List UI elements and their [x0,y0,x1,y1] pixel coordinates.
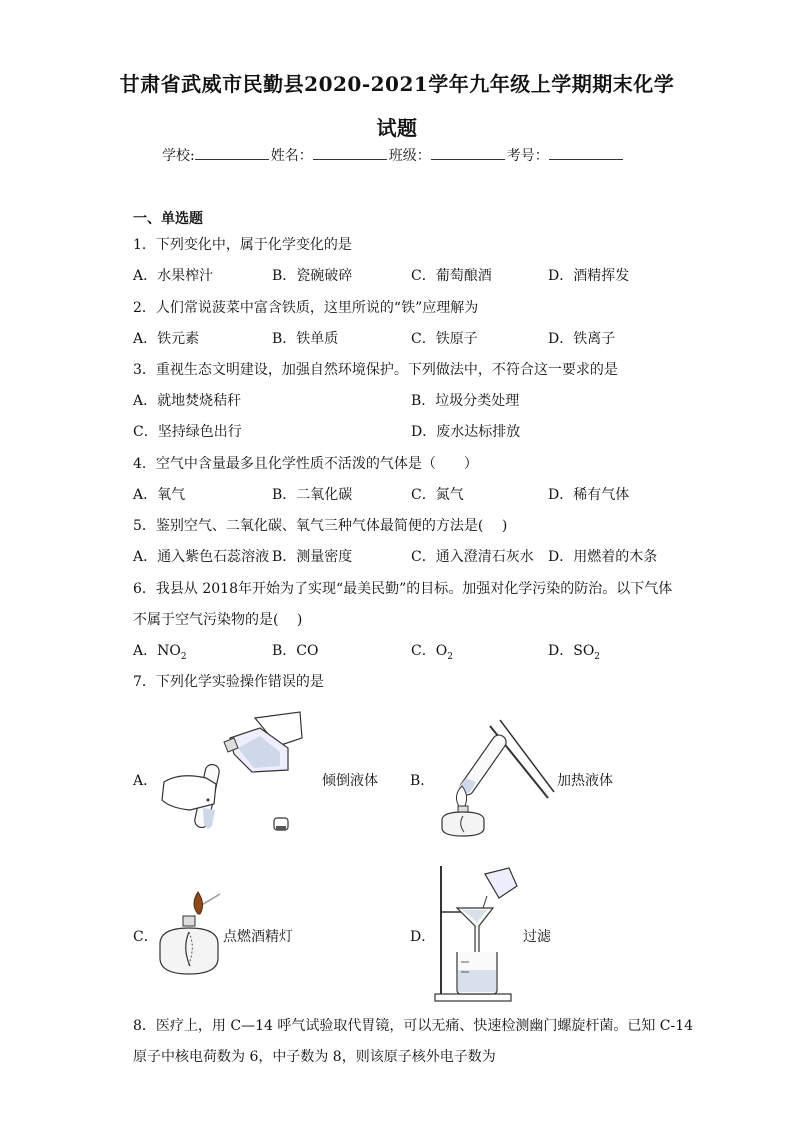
school-blank[interactable] [195,147,269,160]
exam-title-line1: 甘肃省武威市民勤县2020-2021学年九年级上学期期末化学 [119,72,675,96]
q6-option-a [133,640,187,662]
q2-option-b: B．铁单质 [272,331,339,347]
q6-stem-line1: 6．我县从 2018年开始为了实现“最美民勤”的目标。加强对化学污染的防治。以下气体 [133,581,673,597]
q4-option-b: B．二氧化碳 [272,487,353,503]
q4-stem: 4．空气中含量最多且化学性质不活泼的气体是（ ） [133,456,478,472]
q4-option-a: A．氧气 [133,487,186,503]
exam-title-line2: 试题 [376,116,418,140]
q5-option-d: D．用燃着的木条 [548,549,658,565]
q7-stem: 7．下列化学实验操作错误的是 [133,674,324,690]
q2-stem: 2．人们常说菠菜中富含铁质，这里所说的“铁”应理解为 [133,300,479,316]
q5-option-b: B．测量密度 [272,549,353,565]
q6-option-b-text: B．CO [272,643,319,659]
q1-option-d: D．酒精挥发 [548,268,630,284]
q3-stem: 3．重视生态文明建设，加强自然环境保护。下列做法中，不符合这一要求的是 [133,362,618,378]
class-blank[interactable] [431,147,505,160]
q6-stem-line2: 不属于空气污染物的是( ) [133,612,303,628]
pouring-liquid-illustration [160,708,305,840]
filtration-illustration [433,862,521,1004]
q5-stem: 5．鉴别空气、二氧化碳、氧气三种气体最简便的方法是( ) [133,518,508,534]
q3-option-b: B．垃圾分类处理 [411,393,520,409]
q7-option-d-letter: D． [410,929,436,945]
q1-option-c: C．葡萄酿酒 [411,268,492,284]
q7-option-a-letter: A． [133,773,158,789]
q3-option-d: D．废水达标排放 [411,424,521,440]
q7-option-d-caption: 过滤 [523,929,551,945]
q8-stem-line1: 8．医疗上，用 C—14 呼气试验取代胃镜，可以无痛、快速检测幽门螺旋杆菌。已知 C-14 [133,1018,694,1034]
name-blank[interactable] [313,147,387,160]
q6-option-a-text: A．NO [133,643,181,659]
lighting-lamp-illustration [154,888,226,980]
q7-option-b-letter: B． [410,773,435,789]
student-info-row [162,145,625,165]
q7-option-c-caption: 点燃酒精灯 [223,929,293,945]
q3-option-a: A．就地焚烧秸秆 [133,393,242,409]
q1-stem: 1．下列变化中，属于化学变化的是 [133,237,352,253]
q2-option-c: C．铁原子 [411,331,478,347]
q6-option-c-sub: 2 [447,651,453,662]
q3-option-c: C．坚持绿色出行 [133,424,242,440]
q5-option-c: C．通入澄清石灰水 [411,549,534,565]
heating-liquid-illustration [430,716,555,838]
q7-option-c-letter: C． [133,929,158,945]
q7-option-b-caption: 加热液体 [557,773,613,789]
q1-option-b: B．瓷碗破碎 [272,268,353,284]
section-heading: 一、单选题 [133,211,203,227]
q7-option-a-caption: 倾倒液体 [322,773,378,789]
q5-option-a: A．通入紫色石蕊溶液 [133,549,270,565]
number-blank[interactable] [549,147,623,160]
q6-option-a-sub: 2 [180,651,187,662]
q1-option-a: A．水果榨汁 [133,268,214,284]
q4-option-c: C．氮气 [411,487,464,503]
number-label: 考号： [506,148,549,164]
q6-option-b [272,640,318,662]
q2-option-d: D．铁离子 [548,331,616,347]
name-label: 姓名： [270,148,313,164]
q4-option-d: D．稀有气体 [548,487,630,503]
q6-option-d-text: D．SO [548,643,595,659]
q6-option-c [411,640,453,662]
class-label: 班级： [388,148,431,164]
q2-option-a: A．铁元素 [133,331,200,347]
q6-option-c-text: C．O [411,643,448,659]
school-label: 学校: [162,148,195,164]
q6-option-d [548,640,600,662]
q8-stem-line2: 原子中核电荷数为 6，中子数为 8，则该原子核外电子数为 [133,1049,496,1065]
q6-option-d-sub: 2 [594,651,601,662]
